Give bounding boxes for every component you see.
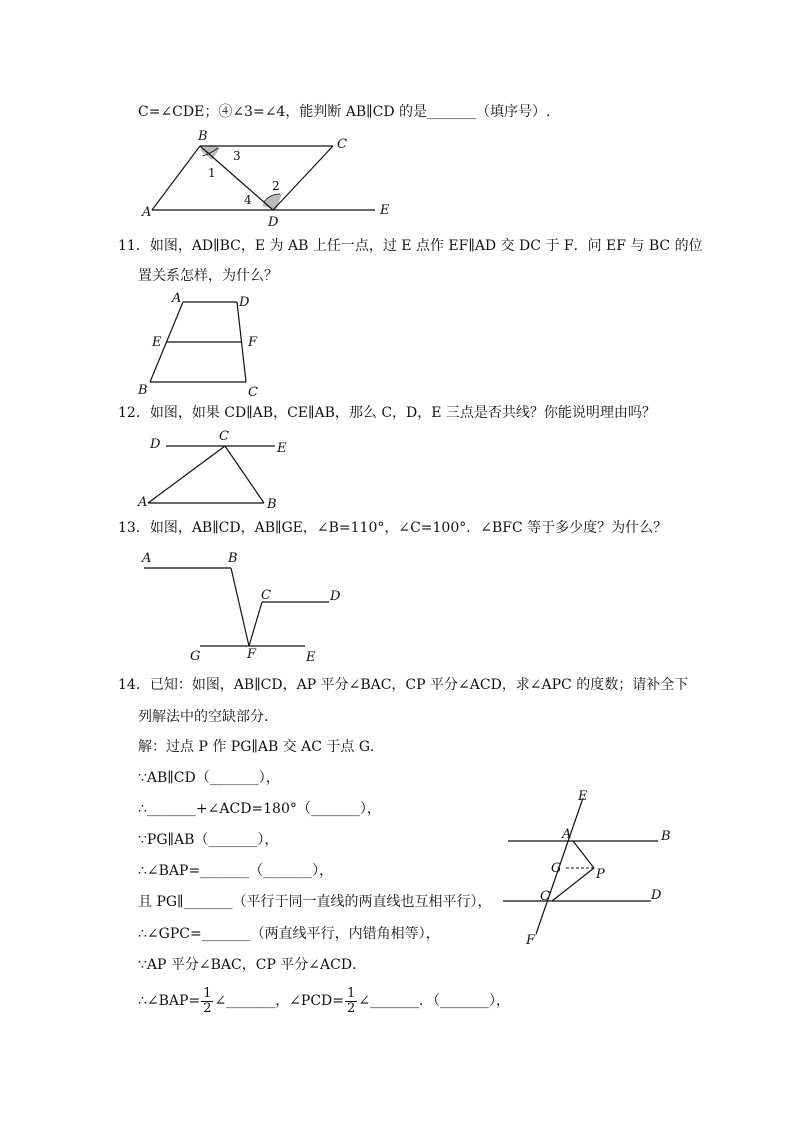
q12-text: 12．如图，如果 CD∥AB，CE∥AB，那么 C，D，E 三点是否共线？你能说明理由吗？ [118,405,656,421]
fig11-label-F: F [248,335,258,350]
q14-solution-step3: ∴_______+∠ACD=180°（_______）， [138,801,381,817]
step9-part1: ∴∠BAP= [138,993,201,1009]
fig10-label-1: 1 [208,166,216,180]
fig13-label-G: G [190,649,201,664]
figure-q13 [130,544,350,664]
q11-text-line1: 11．如图，AD∥BC，E 为 AB 上任一点，过 E 点作 EF∥AD 交 DC 于 F．问 EF 与 BC 的位 [118,238,703,254]
fig11-label-E: E [152,335,162,350]
q14-solution-step2: ∵AB∥CD（_______）， [138,770,280,786]
q13-text: 13．如图，AB∥CD，AB∥GE，∠B=110°，∠C=100°．∠BFC 等于多少度？为什么？ [118,520,668,536]
fig10-label-4: 4 [244,193,252,207]
fig14-label-C: C [540,889,550,904]
q14-solution-step1: 解：过点 P 作 PG∥AB 交 AC 于点 G． [138,739,385,755]
fig10-label-C: C [337,137,347,152]
fig14-label-G: G [551,861,562,876]
fig12-label-C: C [219,429,229,444]
fig14-label-B: B [661,829,671,844]
fig13-label-A: A [142,551,152,566]
q10-tail-text: C=∠CDE；④∠3=∠4，能判断 AB∥CD 的是_______（填序号）. [138,104,551,120]
q14-solution-step6: 且 PG∥_______（平行于同一直线的两直线也互相平行）， [138,894,492,910]
fraction-half-2: $\frac{1}{2}$ [347,985,356,1016]
fig14-label-A: A [562,827,572,842]
fig11-label-B: B [138,383,148,398]
q11-text-line2: 置关系怎样，为什么？ [138,268,278,284]
fig13-label-E: E [306,650,316,665]
fig11-label-D: D [239,295,250,310]
q14-text-line1: 14．已知：如图，AB∥CD，AP 平分∠BAC，CP 平分∠ACD，求∠APC 的度数；请补全下 [118,677,689,693]
fig10-label-D: D [268,215,279,230]
fig14-label-E: E [578,789,588,804]
q14-solution-step7: ∴∠GPC=_______（两直线平行，内错角相等）， [138,926,440,942]
fig13-label-D: D [330,589,341,604]
fig13-label-C: C [261,588,271,603]
fig10-label-B: B [198,129,208,144]
fig11-label-A: A [172,291,182,306]
figure-q10 [130,128,410,228]
fig11-label-C: C [248,385,258,400]
fig14-label-P: P [596,867,605,882]
fig10-label-A: A [142,205,152,220]
step9-part3: ∠_______．（_______）， [358,993,511,1009]
fraction-half-1: $\frac{1}{2}$ [203,985,212,1016]
step9-part2: ∠_______，∠PCD= [214,993,345,1009]
fig12-label-B: B [267,497,277,512]
q14-solution-step4: ∵PG∥AB（_______）， [138,832,279,848]
q14-solution-step5: ∴∠BAP=_______（_______）， [138,863,334,879]
fig10-label-E: E [380,203,390,218]
q14-solution-step9 [138,986,510,1016]
figure-q12 [130,426,300,516]
q14-solution-step8: ∵AP 平分∠BAC，CP 平分∠ACD． [138,957,367,973]
fig10-label-3: 3 [233,149,241,163]
fig12-label-E: E [277,441,287,456]
fig10-label-2: 2 [272,179,280,193]
fig14-label-F: F [526,933,536,948]
figure-q11 [130,290,280,400]
q14-text-line2: 列解法中的空缺部分． [138,709,278,725]
fig12-label-D: D [150,437,161,452]
fig13-label-F: F [247,647,257,662]
fig13-label-B: B [228,551,238,566]
fig14-label-D: D [651,888,662,903]
fig12-label-A: A [138,495,148,510]
figure-q14 [498,786,698,946]
